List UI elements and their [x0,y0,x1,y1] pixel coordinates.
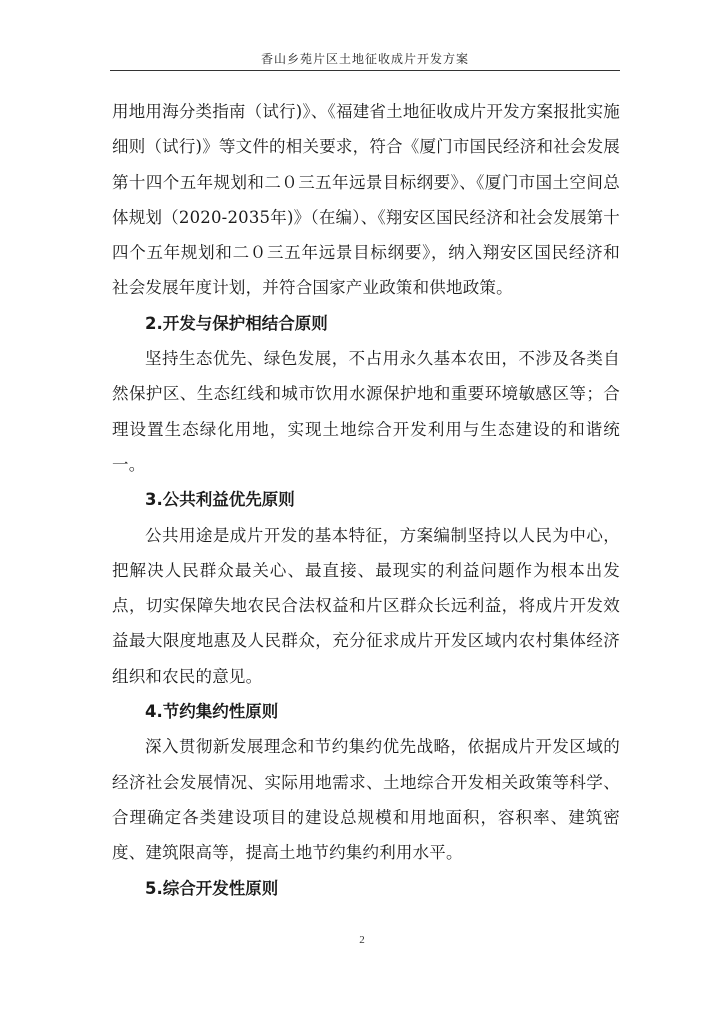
section-paragraph-public-interest: 公共用途是成片开发的基本特征，方案编制坚持以人民为中心，把解决人民群众最关心、最直接、最现实的利益问题作为根本出发点，切实保障失地农民合法权益和片区群众长远利益，将成片开发效益最大限度地惠及人民群众，充分征求成片开发区域内农村集体经济组织和农民的意见。 [112,525,620,686]
page-number: 2 [359,934,365,946]
page-header-title: 香山乡苑片区土地征收成片开发方案 [260,52,469,66]
intro-paragraph: 用地用海分类指南（试行)》、《福建省土地征收成片开发方案报批实施细则（试行)》等文件的相关要求，符合《厦门市国民经济和社会发展第十四个五年规划和二０三五年远景目标纲要》、《厦门市国土空间总体规划（2020-2035年)》（在编）、《翔安区国民经济和社会发展第十四个五年规划和二０三五年远景目标纲要》，纳入翔安区国民经济和社会发展年度计划，并符合国家产业政策和供地政策。 [112,102,620,298]
section-heading-development-protection: 2.开发与保护相结合原则 [145,313,328,333]
section-paragraph-development-protection: 坚持生态优先、绿色发展，不占用永久基本农田，不涉及各类自然保护区、生态红线和城市饮用水源保护地和重要环境敏感区等；合理设置生态绿化用地，实现土地综合开发利用与生态建设的和谐统一。 [112,349,620,474]
header-divider [110,70,620,71]
section-heading-intensive-use: 4.节约集约性原则 [145,702,279,722]
document-body [112,94,620,906]
section-heading-comprehensive-development: 5.综合开发性原则 [145,878,279,898]
section-heading-public-interest: 3.公共利益优先原则 [145,490,295,510]
section-paragraph-intensive-use: 深入贯彻新发展理念和节约集约优先战略，依据成片开发区域的经济社会发展情况、实际用地需求、土地综合开发相关政策等科学、合理确定各类建设项目的建设总规模和用地面积，容积率、建筑密度、建筑限高等，提高土地节约集约利用水平。 [112,737,620,863]
